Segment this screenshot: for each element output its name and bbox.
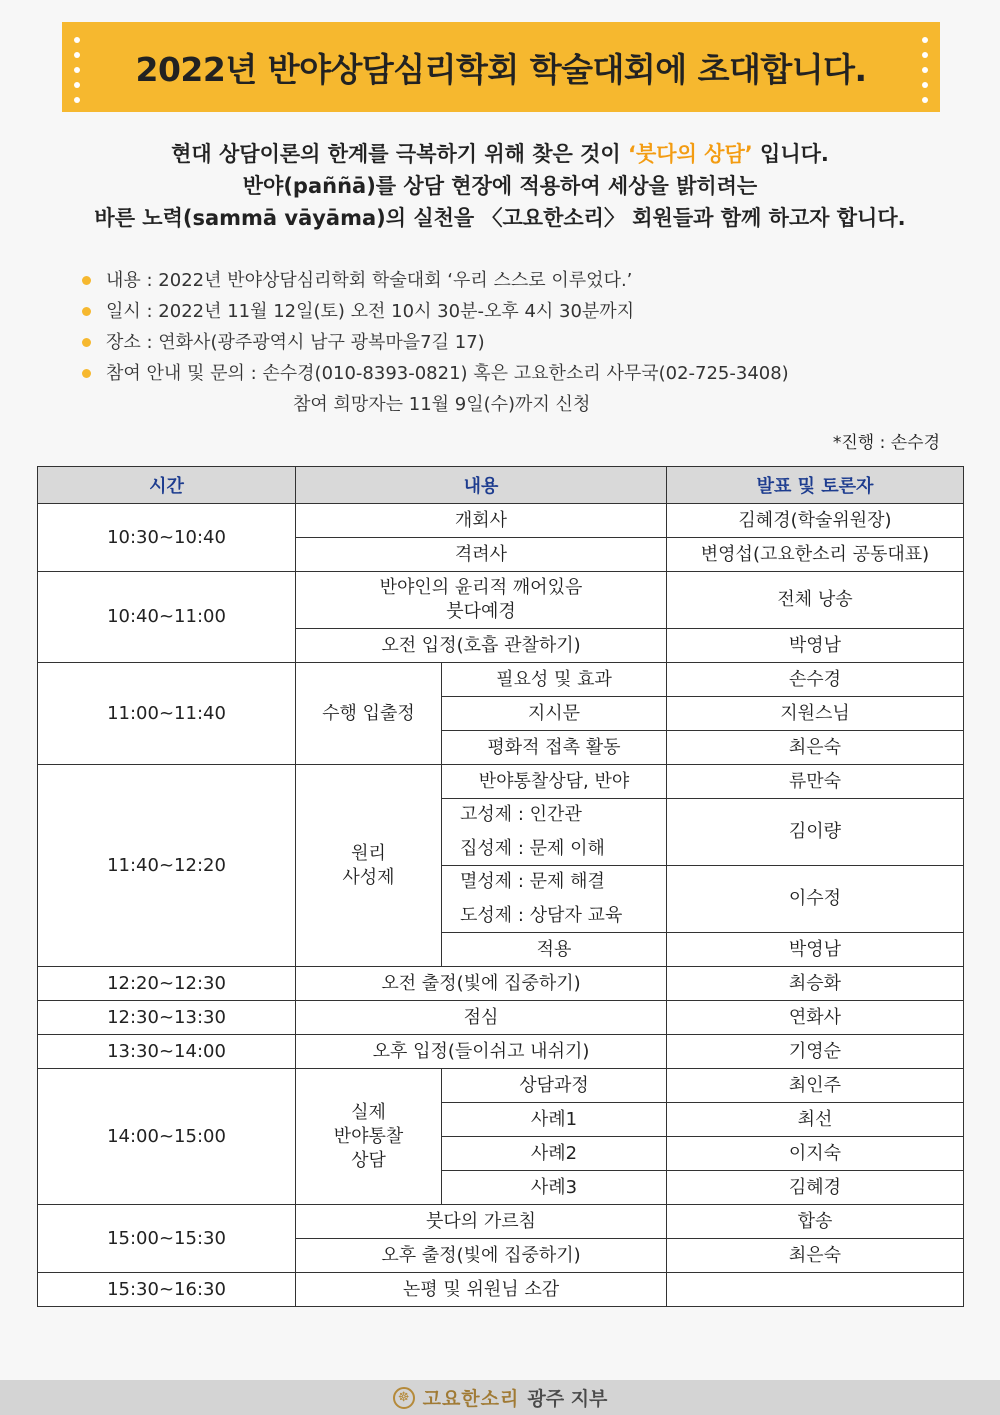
speaker-cell: 박영남 xyxy=(667,933,964,967)
table-row xyxy=(38,1001,964,1035)
intro-text xyxy=(0,138,1000,234)
intro-line-1-start: 현대 상담이론의 한계를 극복하기 위해 찾은 것이 xyxy=(171,142,629,166)
content-cell: 반야통찰상담, 반야 xyxy=(442,765,667,799)
info-item-content xyxy=(80,265,960,296)
dharma-wheel-icon: ☸ xyxy=(393,1387,415,1409)
content-cell: 사례3 xyxy=(442,1171,667,1205)
intro-line-1 xyxy=(0,138,1000,170)
table-header-row xyxy=(38,467,964,504)
speaker-cell: 최선 xyxy=(667,1103,964,1137)
table-row xyxy=(38,1273,964,1307)
host-note: *진행 : 손수경 xyxy=(832,433,940,453)
speaker-cell: 최인주 xyxy=(667,1069,964,1103)
speaker-cell: 연화사 xyxy=(667,1001,964,1035)
content-cell: 지시문 xyxy=(442,697,667,731)
intro-line-3: 바른 노력(sammā vāyāma)의 실천을 〈고요한소리〉 회원들과 함께 하고자 합니다. xyxy=(94,206,906,230)
schedule-table xyxy=(37,466,964,1307)
speaker-cell: 최승화 xyxy=(667,967,964,1001)
speaker-cell: 김이량 xyxy=(667,799,964,866)
time-cell: 10:40~11:00 xyxy=(38,572,296,663)
group-cell: 실제 반야통찰 상담 xyxy=(296,1069,442,1205)
time-cell: 15:00~15:30 xyxy=(38,1205,296,1273)
decorative-dots-right xyxy=(922,37,928,103)
intro-highlight: ‘붓다의 상담’ xyxy=(628,142,753,166)
table-row xyxy=(38,663,964,697)
table-row xyxy=(38,967,964,1001)
speaker-cell: 합송 xyxy=(667,1205,964,1239)
speaker-cell: 지원스님 xyxy=(667,697,964,731)
time-cell: 13:30~14:00 xyxy=(38,1035,296,1069)
content-cell: 필요성 및 효과 xyxy=(442,663,667,697)
content-line: 고성제 : 인간관 xyxy=(460,804,582,825)
table-row xyxy=(38,1205,964,1239)
content-cell: 평화적 접촉 활동 xyxy=(442,731,667,765)
footer-bar xyxy=(0,1380,1000,1415)
speaker-cell: 최은숙 xyxy=(667,731,964,765)
table-row xyxy=(38,1069,964,1103)
content-cell: 격려사 xyxy=(296,538,667,572)
page-title: 2022년 반야상담심리학회 학술대회에 초대합니다. xyxy=(135,49,867,89)
table-row xyxy=(38,765,964,799)
intro-line-2: 반야(paññā)를 상담 현장에 적용하여 세상을 밝히려는 xyxy=(242,174,758,198)
speaker-cell: 김혜경 xyxy=(667,1171,964,1205)
content-line: 멸성제 : 문제 해결 xyxy=(460,871,605,892)
speaker-cell: 이수정 xyxy=(667,866,964,933)
info-text: 내용 : 2022년 반야상담심리학회 학술대회 ‘우리 스스로 이루었다.’ xyxy=(106,270,633,291)
speaker-cell: 이지숙 xyxy=(667,1137,964,1171)
info-text: 참여 안내 및 문의 : 손수경(010-8393-0821) 혹은 고요한소리 사무국(02-725-3408) xyxy=(106,363,789,384)
time-cell: 11:00~11:40 xyxy=(38,663,296,765)
content-cell: 개회사 xyxy=(296,504,667,538)
content-cell xyxy=(442,866,667,933)
speaker-cell: 손수경 xyxy=(667,663,964,697)
content-cell: 붓다의 가르침 xyxy=(296,1205,667,1239)
speaker-cell xyxy=(667,1273,964,1307)
info-text: 일시 : 2022년 11월 12일(토) 오전 10시 30분-오후 4시 30분까지 xyxy=(106,301,635,322)
registration-note: 참여 희망자는 11월 9일(수)까지 신청 xyxy=(293,394,591,415)
event-info xyxy=(80,265,960,420)
info-item-datetime xyxy=(80,296,960,327)
intro-line-1-end: 입니다. xyxy=(752,142,829,166)
time-cell: 12:30~13:30 xyxy=(38,1001,296,1035)
speaker-cell: 최은숙 xyxy=(667,1239,964,1273)
speaker-cell: 기영순 xyxy=(667,1035,964,1069)
info-item-contact xyxy=(80,358,960,389)
time-cell: 11:40~12:20 xyxy=(38,765,296,967)
header-time: 시간 xyxy=(38,467,296,504)
group-cell: 원리 사성제 xyxy=(296,765,442,967)
content-cell: 사례2 xyxy=(442,1137,667,1171)
content-cell: 오전 입정(호흡 관찰하기) xyxy=(296,629,667,663)
bullet-icon xyxy=(82,369,91,378)
time-cell: 14:00~15:00 xyxy=(38,1069,296,1205)
content-cell xyxy=(442,799,667,866)
content-cell: 오후 출정(빛에 집중하기) xyxy=(296,1239,667,1273)
content-cell: 오전 출정(빛에 집중하기) xyxy=(296,967,667,1001)
info-text: 장소 : 연화사(광주광역시 남구 광복마을7길 17) xyxy=(106,332,485,353)
bullet-icon xyxy=(82,338,91,347)
organization-logo: 고요한소리 xyxy=(422,1388,520,1410)
content-cell: 점심 xyxy=(296,1001,667,1035)
time-cell: 10:30~10:40 xyxy=(38,504,296,572)
content-cell: 반야인의 윤리적 깨어있음 붓다예경 xyxy=(296,572,667,629)
header-content: 내용 xyxy=(296,467,667,504)
content-cell: 사례1 xyxy=(442,1103,667,1137)
table-row xyxy=(38,504,964,538)
table-row xyxy=(38,1035,964,1069)
content-cell: 상담과정 xyxy=(442,1069,667,1103)
speaker-cell: 김혜경(학술위원장) xyxy=(667,504,964,538)
decorative-dots-left xyxy=(74,37,80,103)
bullet-icon xyxy=(82,276,91,285)
header-speaker: 발표 및 토론자 xyxy=(667,467,964,504)
content-line: 집성제 : 문제 이해 xyxy=(460,838,605,859)
time-cell: 12:20~12:30 xyxy=(38,967,296,1001)
table-row xyxy=(38,572,964,629)
content-line: 도성제 : 상담자 교육 xyxy=(460,905,623,926)
content-cell: 오후 입정(들이쉬고 내쉬기) xyxy=(296,1035,667,1069)
speaker-cell: 전체 낭송 xyxy=(667,572,964,629)
speaker-cell: 류만숙 xyxy=(667,765,964,799)
time-cell: 15:30~16:30 xyxy=(38,1273,296,1307)
title-banner xyxy=(62,22,940,112)
bullet-icon xyxy=(82,307,91,316)
content-cell: 논평 및 위원님 소감 xyxy=(296,1273,667,1307)
group-cell: 수행 입출정 xyxy=(296,663,442,765)
branch-name: 광주 지부 xyxy=(527,1388,608,1410)
content-cell: 적용 xyxy=(442,933,667,967)
info-item-location xyxy=(80,327,960,358)
speaker-cell: 박영남 xyxy=(667,629,964,663)
speaker-cell: 변영섭(고요한소리 공동대표) xyxy=(667,538,964,572)
